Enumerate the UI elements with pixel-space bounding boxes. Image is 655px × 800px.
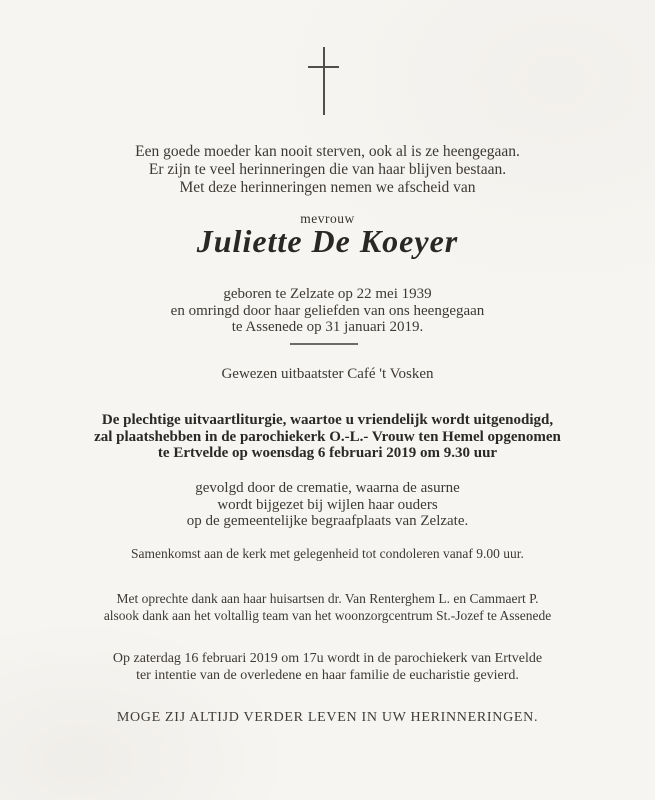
acknowledgements (0, 590, 655, 624)
verse-line: Een goede moeder kan nooit sterven, ook al is ze heengegaan. (135, 143, 520, 160)
mass-line: ter intentie van de overledene en haar familie de eucharistie gevierd. (136, 668, 519, 683)
service-line: zal plaatshebben in de parochiekerk O.-L.- Vrouw ten Hemel opgenomen (94, 428, 561, 445)
service-line: te Ertvelde op woensdag 6 februari 2019 om 9.30 uur (157, 445, 498, 461)
life-dates (0, 286, 655, 336)
cremation-line: gevolgd door de crematie, waarna de asurne (195, 480, 460, 496)
deceased-name: Juliette De Koeyer (196, 223, 459, 259)
divider-rule (290, 343, 358, 345)
death-line: en omringd door haar geliefden van ons heengegaan (170, 302, 485, 319)
salutation: mevrouw (300, 211, 355, 226)
cremation-details (0, 480, 655, 530)
birth-line: geboren te Zelzate op 22 mei 1939 (223, 286, 432, 302)
opening-verse (0, 143, 655, 197)
death-place-line: te Assenede op 31 januari 2019. (231, 319, 424, 335)
cremation-line: op de gemeentelijke begraafplaats van Zelzate. (186, 513, 469, 529)
mass-line: Op zaterdag 16 februari 2019 om 17u wordt in de parochiekerk van Ertvelde (112, 651, 543, 666)
service-line: De plechtige uitvaartliturgie, waartoe u vriendelijk wordt uitgenodigd, (101, 412, 554, 428)
gathering-note: Samenkomst aan de kerk met gelegenheid tot condoleren vanaf 9.00 uur. (131, 546, 524, 561)
thanks-line: alsook dank aan het voltallig team van het woonzorgcentrum St.-Jozef te Assenede (103, 608, 552, 623)
verse-line: Er zijn te veel herinneringen die van haar blijven bestaan. (148, 161, 507, 178)
occupation: Gewezen uitbaatster Café 't Vosken (221, 366, 434, 382)
memorial-mass-announcement (0, 650, 655, 684)
cremation-line: wordt bijgezet bij wijlen haar ouders (217, 496, 438, 513)
closing-motto: MOGE ZIJ ALTIJD VERDER LEVEN IN UW HERINNERINGEN. (116, 710, 539, 725)
funeral-service-announcement (0, 412, 655, 462)
thanks-line: Met oprechte dank aan haar huisartsen dr. Van Renterghem L. en Cammaert P. (116, 591, 539, 606)
verse-line: Met deze herinneringen nemen we afscheid van (179, 179, 476, 196)
